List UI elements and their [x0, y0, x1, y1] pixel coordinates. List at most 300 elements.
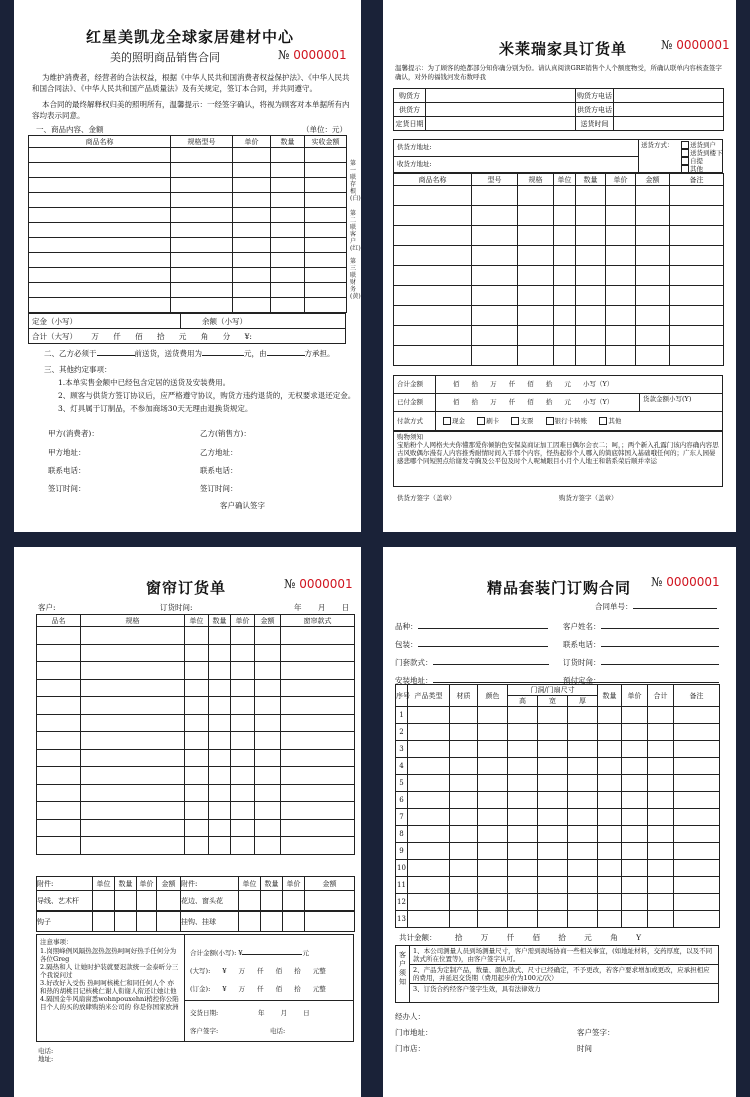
table-cell[interactable]: [598, 894, 622, 911]
table-cell[interactable]: [81, 662, 185, 680]
table-cell[interactable]: [255, 802, 281, 820]
table-cell[interactable]: [171, 253, 233, 268]
table-cell[interactable]: [538, 758, 568, 775]
table-cell[interactable]: [281, 697, 355, 715]
table-cell[interactable]: [185, 644, 209, 662]
table-cell[interactable]: [394, 306, 472, 326]
table-cell[interactable]: [576, 306, 606, 326]
table-cell[interactable]: [233, 148, 271, 163]
table-cell[interactable]: [231, 644, 255, 662]
table-cell[interactable]: [450, 860, 478, 877]
table-cell[interactable]: [281, 714, 355, 732]
table-cell[interactable]: [29, 163, 171, 178]
table-cell[interactable]: [636, 326, 670, 346]
table-cell[interactable]: [450, 724, 478, 741]
table-cell[interactable]: [281, 784, 355, 802]
table-cell[interactable]: [171, 148, 233, 163]
table-cell[interactable]: [209, 784, 231, 802]
table-cell[interactable]: [622, 792, 648, 809]
table-cell[interactable]: [305, 223, 347, 238]
table-cell[interactable]: [305, 148, 347, 163]
table-cell[interactable]: [554, 346, 576, 366]
table-cell[interactable]: [209, 662, 231, 680]
table-cell[interactable]: [408, 877, 450, 894]
table-cell[interactable]: [478, 843, 508, 860]
table-cell[interactable]: [233, 283, 271, 298]
table-cell[interactable]: [81, 784, 185, 802]
table-cell[interactable]: [394, 226, 472, 246]
table-cell[interactable]: [37, 837, 81, 855]
table-cell[interactable]: [255, 749, 281, 767]
table-cell[interactable]: [394, 246, 472, 266]
table-cell[interactable]: [518, 306, 554, 326]
table-cell[interactable]: [554, 186, 576, 206]
table-cell[interactable]: [674, 894, 720, 911]
table-cell[interactable]: [670, 186, 724, 206]
table-cell[interactable]: [508, 860, 538, 877]
table-cell[interactable]: [674, 758, 720, 775]
table-cell[interactable]: [185, 697, 209, 715]
table-cell[interactable]: [648, 707, 674, 724]
table-cell[interactable]: [305, 268, 347, 283]
table-cell[interactable]: [209, 732, 231, 750]
table-cell[interactable]: [598, 758, 622, 775]
table-cell[interactable]: [636, 186, 670, 206]
table-cell[interactable]: [508, 809, 538, 826]
table-cell[interactable]: [408, 894, 450, 911]
table-cell[interactable]: [233, 268, 271, 283]
table-cell[interactable]: [255, 784, 281, 802]
table-cell[interactable]: [37, 697, 81, 715]
table-cell[interactable]: [472, 226, 518, 246]
table-cell[interactable]: [255, 644, 281, 662]
table-cell[interactable]: [648, 877, 674, 894]
table-cell[interactable]: [209, 627, 231, 645]
table-cell[interactable]: [518, 326, 554, 346]
table-cell[interactable]: [281, 627, 355, 645]
table-cell[interactable]: [598, 860, 622, 877]
table-cell[interactable]: [281, 802, 355, 820]
table-cell[interactable]: [255, 732, 281, 750]
table-cell[interactable]: [518, 206, 554, 226]
table-cell[interactable]: [538, 741, 568, 758]
table-cell[interactable]: [271, 148, 305, 163]
table-cell[interactable]: [674, 877, 720, 894]
table-cell[interactable]: [648, 826, 674, 843]
table-cell[interactable]: [554, 206, 576, 226]
table-cell[interactable]: [554, 286, 576, 306]
table-cell[interactable]: [81, 749, 185, 767]
table-cell[interactable]: [648, 724, 674, 741]
table-cell[interactable]: [408, 775, 450, 792]
table-cell[interactable]: [636, 286, 670, 306]
table-cell[interactable]: [670, 286, 724, 306]
table-cell[interactable]: [271, 163, 305, 178]
table-cell[interactable]: [271, 283, 305, 298]
pay-opt-checkbox[interactable]: [443, 417, 451, 425]
table-cell[interactable]: [508, 741, 538, 758]
table-cell[interactable]: [281, 679, 355, 697]
table-cell[interactable]: [37, 767, 81, 785]
table-cell[interactable]: [209, 749, 231, 767]
table-cell[interactable]: [231, 732, 255, 750]
table-cell[interactable]: [394, 326, 472, 346]
table-cell[interactable]: [636, 206, 670, 226]
table-cell[interactable]: [598, 792, 622, 809]
table-cell[interactable]: [508, 843, 538, 860]
table-cell[interactable]: [255, 697, 281, 715]
table-cell[interactable]: [670, 226, 724, 246]
table-cell[interactable]: [37, 644, 81, 662]
table-cell[interactable]: [209, 714, 231, 732]
table-cell[interactable]: [606, 226, 636, 246]
table-cell[interactable]: [185, 819, 209, 837]
table-cell[interactable]: [209, 679, 231, 697]
table-cell[interactable]: [622, 911, 648, 928]
table-cell[interactable]: [622, 741, 648, 758]
table-cell[interactable]: [171, 208, 233, 223]
table-cell[interactable]: [576, 226, 606, 246]
table-cell[interactable]: [636, 246, 670, 266]
table-cell[interactable]: [648, 775, 674, 792]
table-cell[interactable]: [233, 163, 271, 178]
table-cell[interactable]: [622, 724, 648, 741]
table-cell[interactable]: [171, 283, 233, 298]
table-cell[interactable]: [281, 749, 355, 767]
table-cell[interactable]: [518, 246, 554, 266]
table-cell[interactable]: [185, 749, 209, 767]
table-cell[interactable]: [171, 223, 233, 238]
table-cell[interactable]: [508, 758, 538, 775]
table-cell[interactable]: [271, 238, 305, 253]
table-cell[interactable]: [185, 662, 209, 680]
table-cell[interactable]: [674, 724, 720, 741]
table-cell[interactable]: [568, 724, 598, 741]
table-cell[interactable]: [305, 238, 347, 253]
table-cell[interactable]: [29, 283, 171, 298]
table-cell[interactable]: [171, 163, 233, 178]
table-cell[interactable]: [478, 826, 508, 843]
table-cell[interactable]: [281, 662, 355, 680]
table-cell[interactable]: [568, 809, 598, 826]
table-cell[interactable]: [408, 724, 450, 741]
table-cell[interactable]: [472, 246, 518, 266]
table-cell[interactable]: [233, 178, 271, 193]
table-cell[interactable]: [233, 253, 271, 268]
table-cell[interactable]: [271, 268, 305, 283]
table-cell[interactable]: [271, 253, 305, 268]
table-cell[interactable]: [576, 186, 606, 206]
table-cell[interactable]: [81, 767, 185, 785]
table-cell[interactable]: [670, 246, 724, 266]
table-cell[interactable]: [450, 843, 478, 860]
table-cell[interactable]: [281, 732, 355, 750]
table-cell[interactable]: [576, 286, 606, 306]
table-cell[interactable]: [231, 767, 255, 785]
table-cell[interactable]: [171, 298, 233, 313]
table-cell[interactable]: [508, 775, 538, 792]
table-cell[interactable]: [538, 860, 568, 877]
table-cell[interactable]: [231, 679, 255, 697]
table-cell[interactable]: [670, 306, 724, 326]
table-cell[interactable]: [185, 802, 209, 820]
table-cell[interactable]: [394, 266, 472, 286]
table-cell[interactable]: [394, 286, 472, 306]
table-cell[interactable]: [674, 792, 720, 809]
table-cell[interactable]: [81, 714, 185, 732]
table-cell[interactable]: [568, 843, 598, 860]
table-cell[interactable]: [478, 911, 508, 928]
table-cell[interactable]: [622, 894, 648, 911]
table-cell[interactable]: [508, 826, 538, 843]
table-cell[interactable]: [538, 826, 568, 843]
table-cell[interactable]: [606, 346, 636, 366]
table-cell[interactable]: [538, 809, 568, 826]
table-cell[interactable]: [209, 802, 231, 820]
table-cell[interactable]: [233, 193, 271, 208]
table-cell[interactable]: [568, 911, 598, 928]
table-cell[interactable]: [233, 238, 271, 253]
table-cell[interactable]: [209, 819, 231, 837]
table-cell[interactable]: [636, 226, 670, 246]
table-cell[interactable]: [598, 724, 622, 741]
table-cell[interactable]: [478, 792, 508, 809]
table-cell[interactable]: [478, 707, 508, 724]
table-cell[interactable]: [606, 286, 636, 306]
table-cell[interactable]: [271, 298, 305, 313]
table-cell[interactable]: [305, 163, 347, 178]
table-cell[interactable]: [271, 208, 305, 223]
table-cell[interactable]: [171, 193, 233, 208]
table-cell[interactable]: [231, 784, 255, 802]
table-cell[interactable]: [29, 208, 171, 223]
table-cell[interactable]: [538, 775, 568, 792]
table-cell[interactable]: [674, 809, 720, 826]
table-cell[interactable]: [81, 819, 185, 837]
table-cell[interactable]: [606, 206, 636, 226]
table-cell[interactable]: [598, 809, 622, 826]
table-cell[interactable]: [674, 843, 720, 860]
table-cell[interactable]: [508, 894, 538, 911]
table-cell[interactable]: [255, 837, 281, 855]
table-cell[interactable]: [171, 268, 233, 283]
table-cell[interactable]: [518, 346, 554, 366]
table-cell[interactable]: [408, 741, 450, 758]
table-cell[interactable]: [231, 802, 255, 820]
table-cell[interactable]: [81, 627, 185, 645]
table-cell[interactable]: [185, 784, 209, 802]
table-cell[interactable]: [408, 911, 450, 928]
table-cell[interactable]: [648, 809, 674, 826]
table-cell[interactable]: [622, 843, 648, 860]
table-cell[interactable]: [209, 697, 231, 715]
table-cell[interactable]: [636, 266, 670, 286]
table-cell[interactable]: [518, 226, 554, 246]
table-cell[interactable]: [185, 679, 209, 697]
table-cell[interactable]: [37, 627, 81, 645]
table-cell[interactable]: [538, 911, 568, 928]
table-cell[interactable]: [518, 286, 554, 306]
table-cell[interactable]: [648, 758, 674, 775]
table-cell[interactable]: [472, 206, 518, 226]
table-cell[interactable]: [305, 208, 347, 223]
table-cell[interactable]: [281, 644, 355, 662]
table-cell[interactable]: [568, 894, 598, 911]
pay-opt-checkbox[interactable]: [511, 417, 519, 425]
pay-opt-checkbox[interactable]: [477, 417, 485, 425]
table-cell[interactable]: [281, 767, 355, 785]
table-cell[interactable]: [606, 246, 636, 266]
table-cell[interactable]: [171, 178, 233, 193]
table-cell[interactable]: [231, 837, 255, 855]
table-cell[interactable]: [508, 792, 538, 809]
table-cell[interactable]: [305, 298, 347, 313]
table-cell[interactable]: [281, 837, 355, 855]
table-cell[interactable]: [408, 809, 450, 826]
table-cell[interactable]: [674, 911, 720, 928]
table-cell[interactable]: [255, 627, 281, 645]
table-cell[interactable]: [305, 193, 347, 208]
table-cell[interactable]: [554, 226, 576, 246]
table-cell[interactable]: [576, 206, 606, 226]
table-cell[interactable]: [598, 775, 622, 792]
table-cell[interactable]: [508, 911, 538, 928]
table-cell[interactable]: [478, 809, 508, 826]
table-cell[interactable]: [408, 758, 450, 775]
table-cell[interactable]: [233, 223, 271, 238]
table-cell[interactable]: [29, 238, 171, 253]
table-cell[interactable]: [171, 238, 233, 253]
table-cell[interactable]: [472, 286, 518, 306]
table-cell[interactable]: [478, 860, 508, 877]
table-cell[interactable]: [606, 266, 636, 286]
table-cell[interactable]: [518, 266, 554, 286]
table-cell[interactable]: [598, 911, 622, 928]
table-cell[interactable]: [408, 792, 450, 809]
table-cell[interactable]: [450, 792, 478, 809]
table-cell[interactable]: [29, 268, 171, 283]
table-cell[interactable]: [674, 741, 720, 758]
table-cell[interactable]: [281, 819, 355, 837]
table-cell[interactable]: [29, 193, 171, 208]
table-cell[interactable]: [636, 306, 670, 326]
table-cell[interactable]: [408, 860, 450, 877]
table-cell[interactable]: [622, 809, 648, 826]
table-cell[interactable]: [185, 767, 209, 785]
table-cell[interactable]: [674, 707, 720, 724]
table-cell[interactable]: [81, 697, 185, 715]
table-cell[interactable]: [472, 346, 518, 366]
table-cell[interactable]: [538, 707, 568, 724]
table-cell[interactable]: [394, 206, 472, 226]
delivery-opt-checkbox[interactable]: [681, 149, 689, 157]
table-cell[interactable]: [233, 298, 271, 313]
table-cell[interactable]: [450, 809, 478, 826]
pay-opt-checkbox[interactable]: [599, 417, 607, 425]
table-cell[interactable]: [568, 775, 598, 792]
table-cell[interactable]: [554, 326, 576, 346]
table-cell[interactable]: [670, 326, 724, 346]
table-cell[interactable]: [408, 707, 450, 724]
table-cell[interactable]: [554, 246, 576, 266]
table-cell[interactable]: [255, 662, 281, 680]
table-cell[interactable]: [598, 877, 622, 894]
table-cell[interactable]: [636, 346, 670, 366]
table-cell[interactable]: [674, 826, 720, 843]
table-cell[interactable]: [231, 714, 255, 732]
table-cell[interactable]: [29, 148, 171, 163]
table-cell[interactable]: [450, 894, 478, 911]
table-cell[interactable]: [568, 707, 598, 724]
table-cell[interactable]: [670, 266, 724, 286]
table-cell[interactable]: [305, 283, 347, 298]
table-cell[interactable]: [394, 346, 472, 366]
table-cell[interactable]: [508, 707, 538, 724]
table-cell[interactable]: [450, 911, 478, 928]
table-cell[interactable]: [209, 644, 231, 662]
table-cell[interactable]: [408, 826, 450, 843]
table-cell[interactable]: [622, 707, 648, 724]
table-cell[interactable]: [648, 911, 674, 928]
table-cell[interactable]: [518, 186, 554, 206]
table-cell[interactable]: [606, 306, 636, 326]
table-cell[interactable]: [185, 732, 209, 750]
table-cell[interactable]: [450, 877, 478, 894]
table-cell[interactable]: [209, 767, 231, 785]
table-cell[interactable]: [185, 714, 209, 732]
table-cell[interactable]: [568, 826, 598, 843]
table-cell[interactable]: [231, 627, 255, 645]
table-cell[interactable]: [598, 826, 622, 843]
table-cell[interactable]: [231, 662, 255, 680]
table-cell[interactable]: [478, 758, 508, 775]
table-cell[interactable]: [508, 877, 538, 894]
table-cell[interactable]: [29, 253, 171, 268]
table-cell[interactable]: [674, 775, 720, 792]
table-cell[interactable]: [648, 741, 674, 758]
table-cell[interactable]: [538, 894, 568, 911]
table-cell[interactable]: [508, 724, 538, 741]
table-cell[interactable]: [450, 758, 478, 775]
table-cell[interactable]: [622, 826, 648, 843]
table-cell[interactable]: [37, 679, 81, 697]
table-cell[interactable]: [81, 802, 185, 820]
delivery-opt-checkbox[interactable]: [681, 157, 689, 165]
table-cell[interactable]: [554, 266, 576, 286]
table-cell[interactable]: [478, 775, 508, 792]
table-cell[interactable]: [478, 724, 508, 741]
delivery-opt-checkbox[interactable]: [681, 165, 689, 173]
table-cell[interactable]: [598, 741, 622, 758]
table-cell[interactable]: [450, 707, 478, 724]
table-cell[interactable]: [568, 792, 598, 809]
table-cell[interactable]: [37, 802, 81, 820]
table-cell[interactable]: [606, 186, 636, 206]
table-cell[interactable]: [37, 714, 81, 732]
table-cell[interactable]: [648, 894, 674, 911]
table-cell[interactable]: [622, 877, 648, 894]
table-cell[interactable]: [231, 749, 255, 767]
table-cell[interactable]: [478, 877, 508, 894]
table-cell[interactable]: [554, 306, 576, 326]
table-cell[interactable]: [255, 714, 281, 732]
table-cell[interactable]: [472, 306, 518, 326]
table-cell[interactable]: [185, 837, 209, 855]
table-cell[interactable]: [648, 792, 674, 809]
table-cell[interactable]: [606, 326, 636, 346]
table-cell[interactable]: [472, 326, 518, 346]
table-cell[interactable]: [394, 186, 472, 206]
